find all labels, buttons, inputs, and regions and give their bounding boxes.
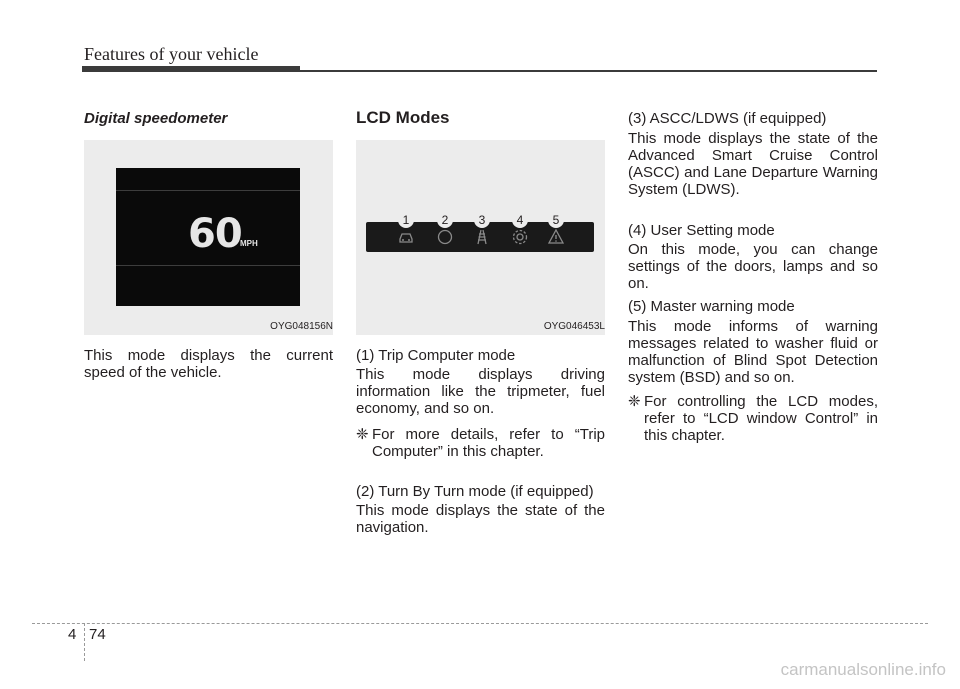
section-title-lcd-modes: LCD Modes (356, 108, 450, 127)
footer-rule (32, 623, 928, 624)
trip-computer-description: This mode displays driving information like the tripmeter, fuel economy, and so on. (356, 366, 605, 417)
compass-icon (436, 228, 454, 246)
trip-computer-note (356, 426, 605, 466)
speedometer-description: This mode displays the current speed of the vehicle. (84, 347, 333, 381)
gear-icon (511, 228, 529, 246)
header-rule-thin (300, 70, 877, 72)
note-mark: ❈ (628, 393, 641, 410)
user-setting-description: On this mode, you can change settings of the doors, lamps and so on. (628, 241, 878, 292)
section-title-digital-speedometer: Digital speedometer (84, 110, 228, 127)
mode-number-3: 3 (474, 212, 490, 228)
lcd-mode-bar (366, 213, 594, 252)
speed-value: 60 (188, 211, 242, 257)
header-title: Features of your vehicle (84, 44, 259, 64)
chapter-number: 4 (68, 626, 77, 643)
ascc-ldws-title: (3) ASCC/LDWS (if equipped) (628, 110, 827, 127)
footer-divider (84, 623, 85, 661)
image-code: OYG048156N (270, 321, 333, 332)
user-setting-title: (4) User Setting mode (628, 222, 775, 239)
mode-number-1: 1 (398, 212, 414, 228)
speed-unit: MPH (240, 239, 258, 248)
car-icon (397, 228, 415, 246)
master-warning-description: This mode informs of warning messages related to washer fluid or malfunction of Blind Spot Detection system (BSD) and so on. (628, 318, 878, 386)
lane-icon (473, 228, 491, 246)
master-warning-title: (5) Master warning mode (628, 298, 795, 315)
screen-divider (116, 265, 300, 266)
screen-divider (116, 190, 300, 191)
mode-number-2: 2 (437, 212, 453, 228)
watermark: carmanualsonline.info (780, 660, 946, 679)
mode-number-5: 5 (548, 212, 564, 228)
note-mark: ❈ (356, 426, 369, 443)
image-code: OYG046453L (543, 321, 605, 332)
page-number: 74 (89, 626, 106, 643)
trip-computer-note-text: For more details, refer to “Trip Computer” in this chapter. (372, 426, 605, 460)
lcd-modes-note (628, 393, 878, 449)
turn-by-turn-description: This mode displays the state of the navigation. (356, 502, 605, 536)
ascc-ldws-description: This mode displays the state of the Advanced Smart Cruise Control (ASCC) and Lane Departure Warning System (LDWS). (628, 130, 878, 198)
speedometer-screen (116, 168, 300, 306)
header-rule-thick (82, 66, 300, 72)
turn-by-turn-title: (2) Turn By Turn mode (if equipped) (356, 483, 594, 500)
trip-computer-title: (1) Trip Computer mode (356, 347, 516, 364)
mode-number-4: 4 (512, 212, 528, 228)
warning-icon (547, 228, 565, 246)
lcd-modes-note-text: For controlling the LCD modes, refer to “LCD window Control” in this chapter. (644, 393, 878, 444)
